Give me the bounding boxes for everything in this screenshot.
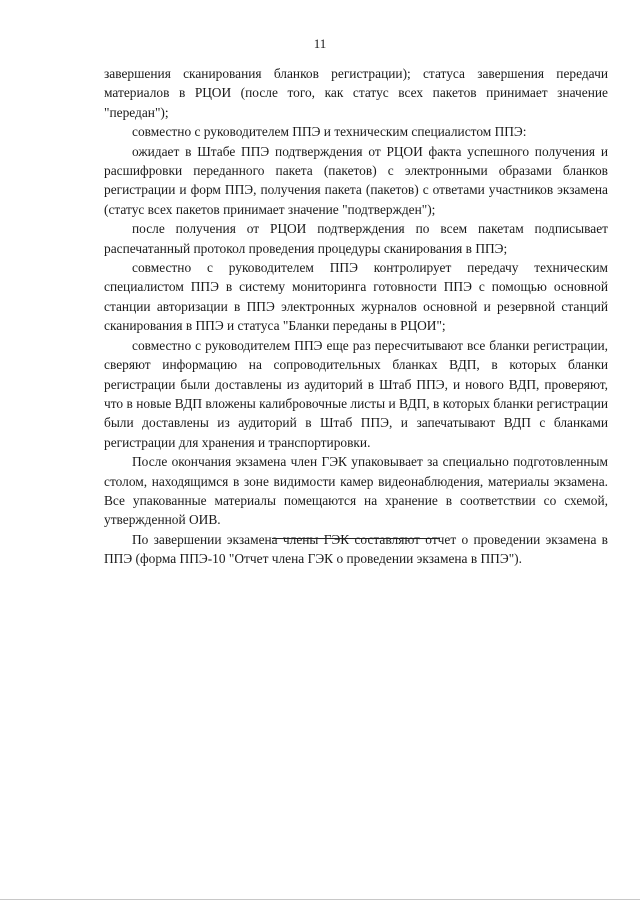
paragraph-2: совместно с руководителем ППЭ и техническим специалистом ППЭ: (132, 124, 527, 140)
paragraph-1: завершения сканирования бланков регистрации); статуса завершения передачи материалов в РЦОИ (после того, как статус всех пакетов принимает значение "передан"); (104, 66, 608, 120)
paragraph-7: После окончания экзамена член ГЭК упаковывает за специально подготовленным столом, находящимся в зоне видимости камер видеонаблюдения, материалы экзамена. Все упакованные материалы помещаются на хранение в соответствии со схемой, утвержденной ОИВ. (104, 454, 608, 528)
page-number: 11 (313, 36, 327, 51)
paragraph-5: совместно с руководителем ППЭ контролирует передачу техническим специалистом ППЭ в систему мониторинга готовности ППЭ с помощью основной станции авторизации в ППЭ электронных журналов основной и резервной станций сканирования в ППЭ и статуса "Бланки переданы в РЦОИ"; (104, 260, 608, 334)
document-body (104, 64, 608, 569)
end-separator-line (272, 538, 440, 539)
paragraph-4: после получения от РЦОИ подтверждения по всем пакетам подписывает распечатанный протокол проведения процедуры сканирования в ППЭ; (104, 221, 608, 256)
paragraph-6: совместно с руководителем ППЭ еще раз пересчитывают все бланки регистрации, сверяют информацию на сопроводительных бланках ВДП, в которых бланки регистрации были доставлены из аудиторий в Штаб ППЭ, и нового ВДП, проверяют, что в новые ВДП вложены калибровочные листы и ВДП, в которых бланки регистрации были доставлены из аудиторий в Штаб ППЭ, и запечатывают ВДП с бланками регистрации для хранения и транспортировки. (104, 337, 608, 450)
paragraph-3: ожидает в Штабе ППЭ подтверждения от РЦОИ факта успешного получения и расшифровки переданного пакета (пакетов) с электронными образами бланков регистрации и форм ППЭ, получения пакета (пакетов) с ответами участников экзамена (статус всех пакетов принимает значение "подтвержден"); (104, 143, 608, 217)
paragraph-8: По завершении экзамена члены ГЭК составляют отчет о проведении экзамена в ППЭ (форма ППЭ-10 "Отчет члена ГЭК о проведении экзамена в ППЭ"). (104, 531, 608, 567)
page-bottom-edge (0, 899, 640, 900)
